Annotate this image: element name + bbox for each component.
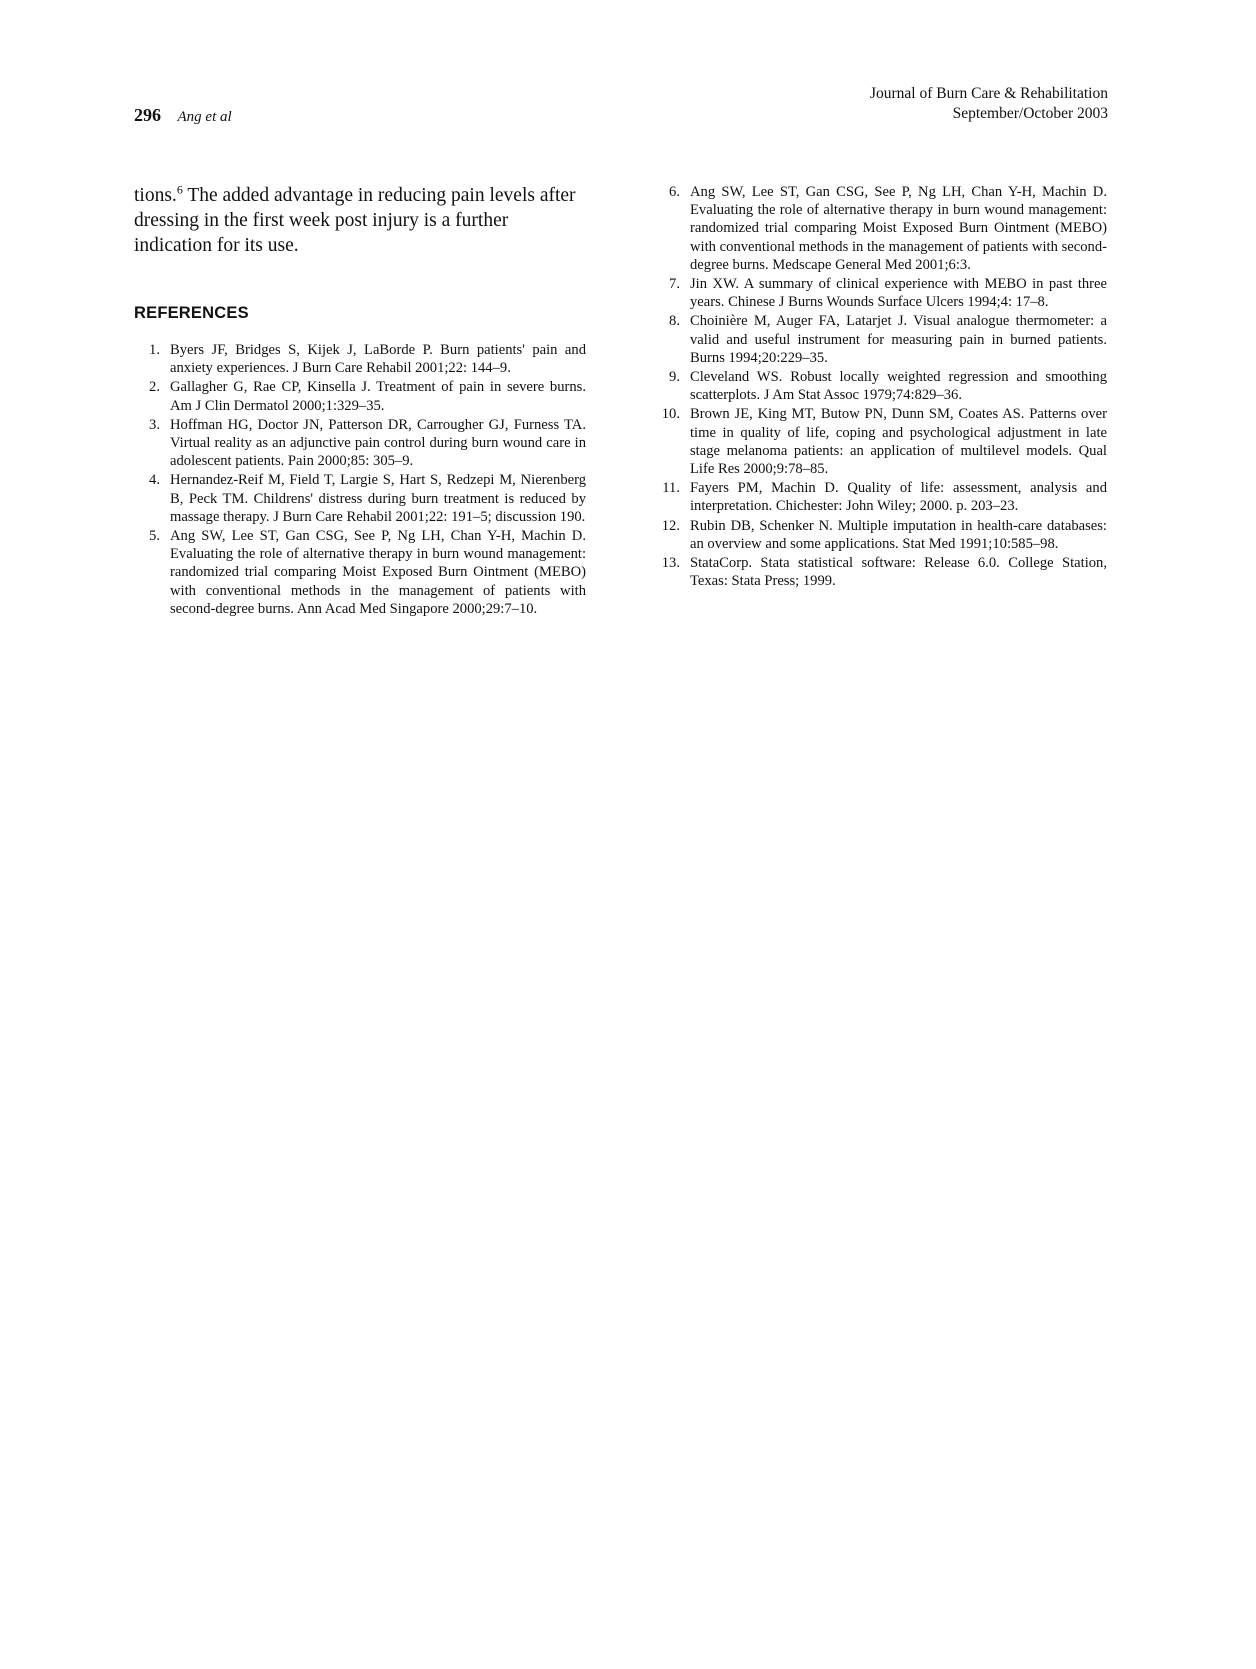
reference-item xyxy=(654,479,1107,515)
reference-item xyxy=(654,183,1107,274)
running-header-right xyxy=(870,84,1108,124)
reference-item xyxy=(134,341,586,377)
reference-item xyxy=(134,416,586,471)
reference-text: Hoffman HG, Doctor JN, Patterson DR, Carrougher GJ, Furness TA. Virtual reality as an adjunctive pain control during burn wound care in adolescent patients. Pain 2000;85: 305–9. xyxy=(170,416,586,470)
body-paragraph xyxy=(134,183,586,258)
reference-text: StataCorp. Stata statistical software: Release 6.0. College Station, Texas: Stata Press; 1999. xyxy=(690,555,1107,590)
reference-text: Hernandez-Reif M, Field T, Largie S, Hart S, Redzepi M, Nierenberg B, Peck TM. Childrens' distress during burn treatment is reduced by massage therapy. J Burn Care Rehabil 2001;22: 191–5; discussion 190. xyxy=(170,472,586,525)
reference-text: Brown JE, King MT, Butow PN, Dunn SM, Coates AS. Patterns over time in quality of life, coping and psychological adjustment in late stage melanoma patients: an application of multilevel models. Qual Life Res 2000;9:78–85. xyxy=(690,406,1107,478)
reference-item xyxy=(654,312,1107,367)
reference-item xyxy=(654,368,1107,404)
reference-number: 6. xyxy=(669,184,680,200)
reference-text: Cleveland WS. Robust locally weighted regression and smoothing scatterplots. J Am Stat Assoc 1979;74:829–36. xyxy=(690,369,1107,404)
page-number: 296 xyxy=(134,105,161,125)
reference-number: 2. xyxy=(149,379,160,396)
references-list-left xyxy=(134,341,586,618)
references-list-right xyxy=(654,183,1107,590)
reference-item xyxy=(134,527,586,618)
reference-number: 13. xyxy=(661,555,680,572)
running-authors: Ang et al xyxy=(177,109,232,125)
paragraph-rest: The added advantage in reducing pain levels after dressing in the first week post injury is a further indication for its use. xyxy=(134,185,576,256)
reference-text: Jin XW. A summary of clinical experience with MEBO in past three years. Chinese J Burns Wounds Surface Ulcers 1994;4: 17–8. xyxy=(690,276,1107,311)
reference-number: 9. xyxy=(669,369,680,386)
left-column xyxy=(134,183,586,619)
running-header-left xyxy=(134,104,232,128)
reference-item xyxy=(654,405,1107,478)
reference-number: 10. xyxy=(661,406,680,423)
reference-number: 4. xyxy=(149,472,160,489)
issue-date: September/October 2003 xyxy=(952,105,1108,122)
references-heading: REFERENCES xyxy=(134,304,249,322)
reference-text: Ang SW, Lee ST, Gan CSG, See P, Ng LH, Chan Y-H, Machin D. Evaluating the role of alternative therapy in burn wound management: randomized trial comparing Moist Exposed Burn Ointment (MEBO) with conventional methods in the management of patients with second-degree burns. Medscape General Med 2001;6:3. xyxy=(690,184,1107,273)
journal-title: Journal of Burn Care & Rehabilitation xyxy=(869,85,1108,102)
citation-superscript: 6 xyxy=(176,182,183,197)
reference-number: 7. xyxy=(669,276,680,293)
reference-number: 1. xyxy=(149,342,160,358)
right-column xyxy=(654,183,1107,591)
reference-text: Fayers PM, Machin D. Quality of life: assessment, analysis and interpretation. Chichester: John Wiley; 2000. p. 203–23. xyxy=(690,480,1107,515)
reference-number: 12. xyxy=(661,517,680,534)
reference-text: Gallagher G, Rae CP, Kinsella J. Treatment of pain in severe burns. Am J Clin Dermatol 2000;1:329–35. xyxy=(170,379,586,414)
paragraph-start: tions. xyxy=(134,185,177,206)
reference-item xyxy=(654,275,1107,311)
reference-item xyxy=(134,378,586,414)
reference-item xyxy=(654,554,1107,590)
reference-number: 5. xyxy=(149,528,160,545)
reference-text: Byers JF, Bridges S, Kijek J, LaBorde P. Burn patients' pain and anxiety experiences. J Burn Care Rehabil 2001;22: 144–9. xyxy=(170,342,586,377)
reference-number: 11. xyxy=(662,480,680,497)
reference-item xyxy=(654,517,1107,553)
reference-text: Ang SW, Lee ST, Gan CSG, See P, Ng LH, Chan Y-H, Machin D. Evaluating the role of alternative therapy in burn wound management: randomized trial comparing Moist Exposed Burn Ointment (MEBO) with conventional methods in the management of patients with second-degree burns. Ann Acad Med Singapore 2000;29:7–10. xyxy=(170,528,586,617)
reference-text: Choinière M, Auger FA, Latarjet J. Visual analogue thermometer: a valid and useful instrument for measuring pain in burned patients. Burns 1994;20:229–35. xyxy=(690,313,1107,366)
reference-number: 8. xyxy=(669,313,680,330)
reference-item xyxy=(134,471,586,526)
reference-text: Rubin DB, Schenker N. Multiple imputation in health-care databases: an overview and some applications. Stat Med 1991;10:585–98. xyxy=(690,517,1107,552)
reference-number: 3. xyxy=(149,416,160,433)
